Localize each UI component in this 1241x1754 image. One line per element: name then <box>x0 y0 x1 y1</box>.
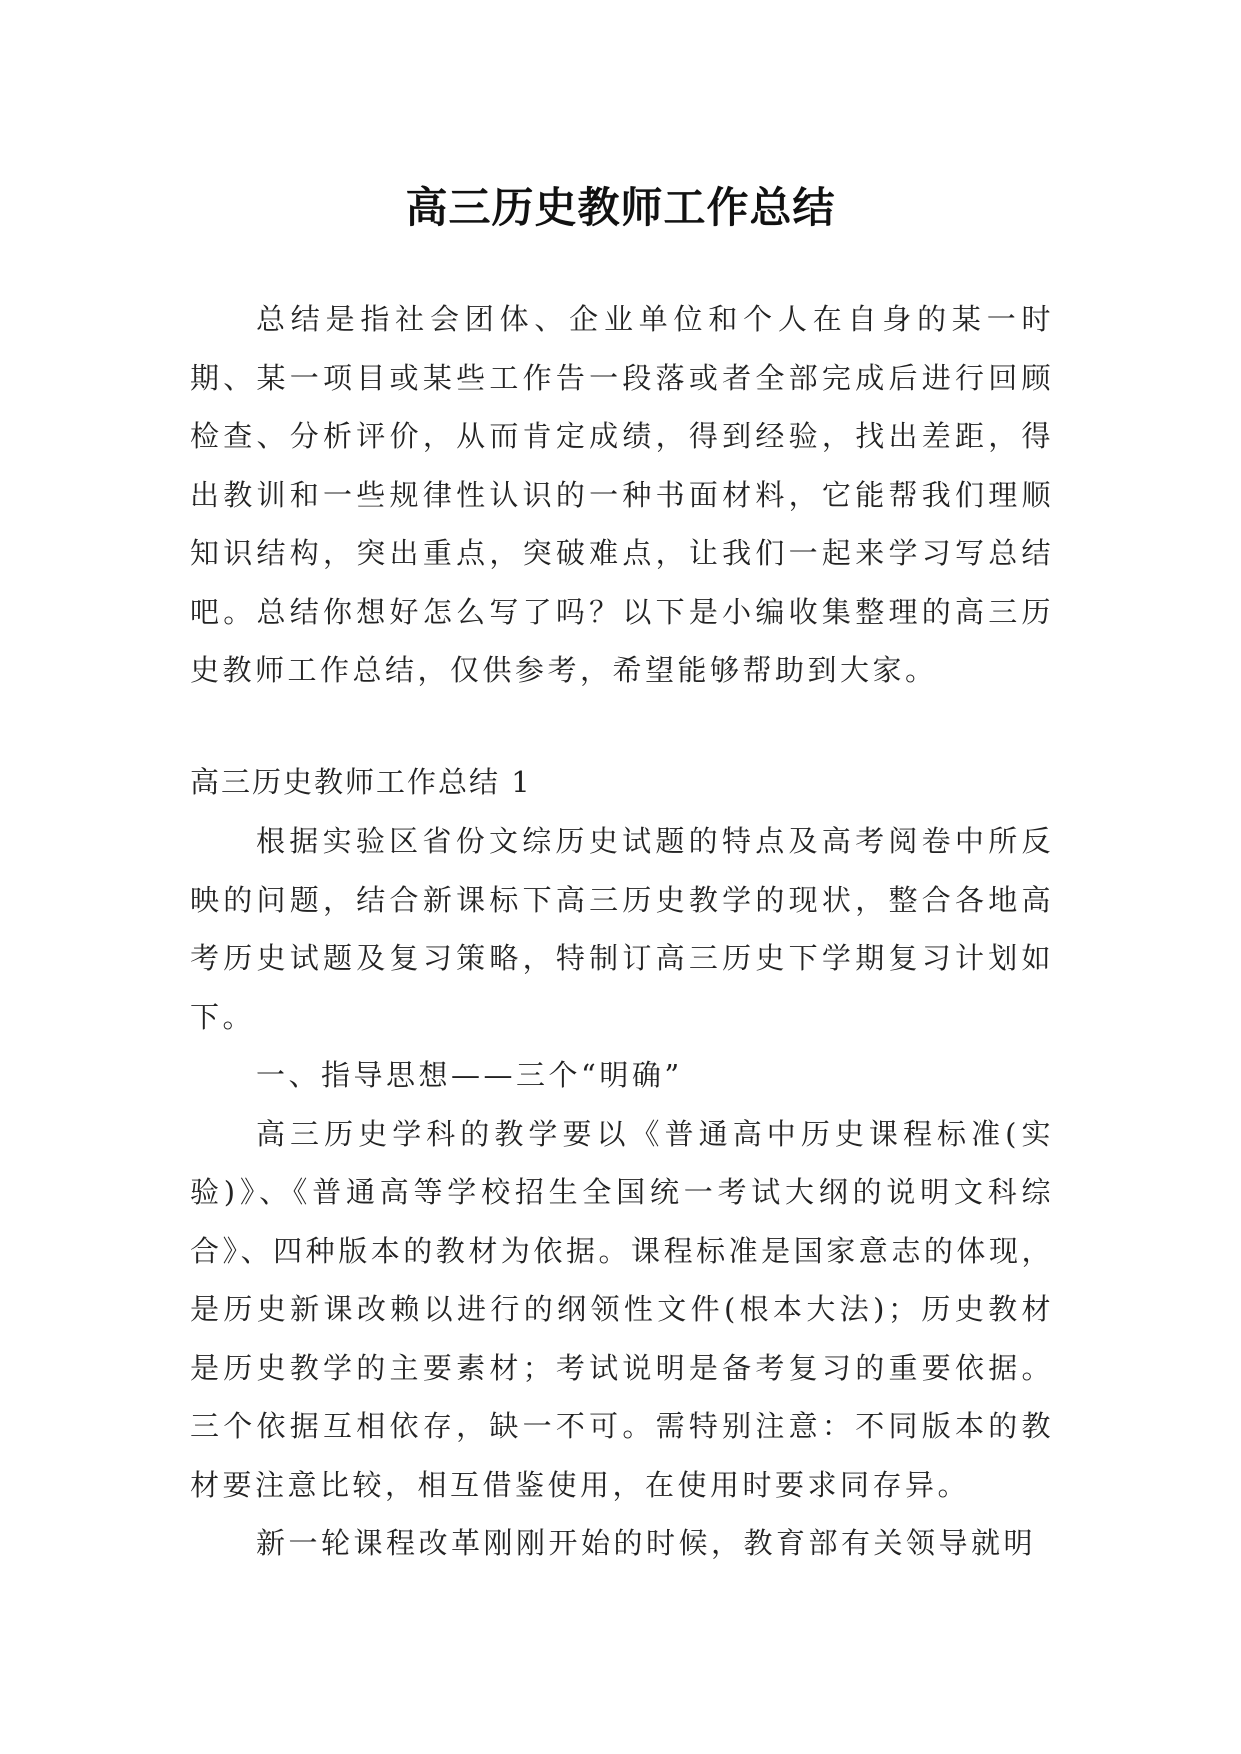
section-body <box>190 812 1054 1573</box>
document-title: 高三历史教师工作总结 <box>405 183 836 233</box>
body-paragraph: 高三历史学科的教学要以《普通高中历史课程标准(实验)》、《普通高等学校招生全国统一考试大纲的说明文科综合》、四种版本的教材为依据。课程标准是国家意志的体现，是历史新课改赖以进行的纲领性文件(根本大法)；历史教材是历史教学的主要素材；考试说明是备考复习的重要依据。三个依据互相依存，缺一不可。需特别注意：不同版本的教材要注意比较，相互借鉴使用，在使用时要求同存异。 <box>190 1116 1054 1502</box>
subheading-guiding-ideology: 一、指导思想——三个“明确” <box>256 1058 683 1092</box>
body-paragraph: 新一轮课程改革刚刚开始的时候，教育部有关领导就明 <box>256 1526 1037 1560</box>
body-paragraph: 根据实验区省份文综历史试题的特点及高考阅卷中所反映的问题，结合新课标下高三历史教学的现状，整合各地高考历史试题及复习策略，特制订高三历史下学期复习计划如下。 <box>190 824 1054 1034</box>
section-heading: 高三历史教师工作总结 1 <box>190 765 532 799</box>
intro-paragraph: 总结是指社会团体、企业单位和个人在自身的某一时期、某一项目或某些工作告一段落或者全部完成后进行回顾检查、分析评价，从而肯定成绩，得到经验，找出差距，得出教训和一些规律性认识的一种书面材料，它能帮我们理顺知识结构，突出重点，突破难点，让我们一起来学习写总结吧。总结你想好怎么写了吗？以下是小编收集整理的高三历史教师工作总结，仅供参考，希望能够帮助到大家。 <box>190 302 1054 687</box>
